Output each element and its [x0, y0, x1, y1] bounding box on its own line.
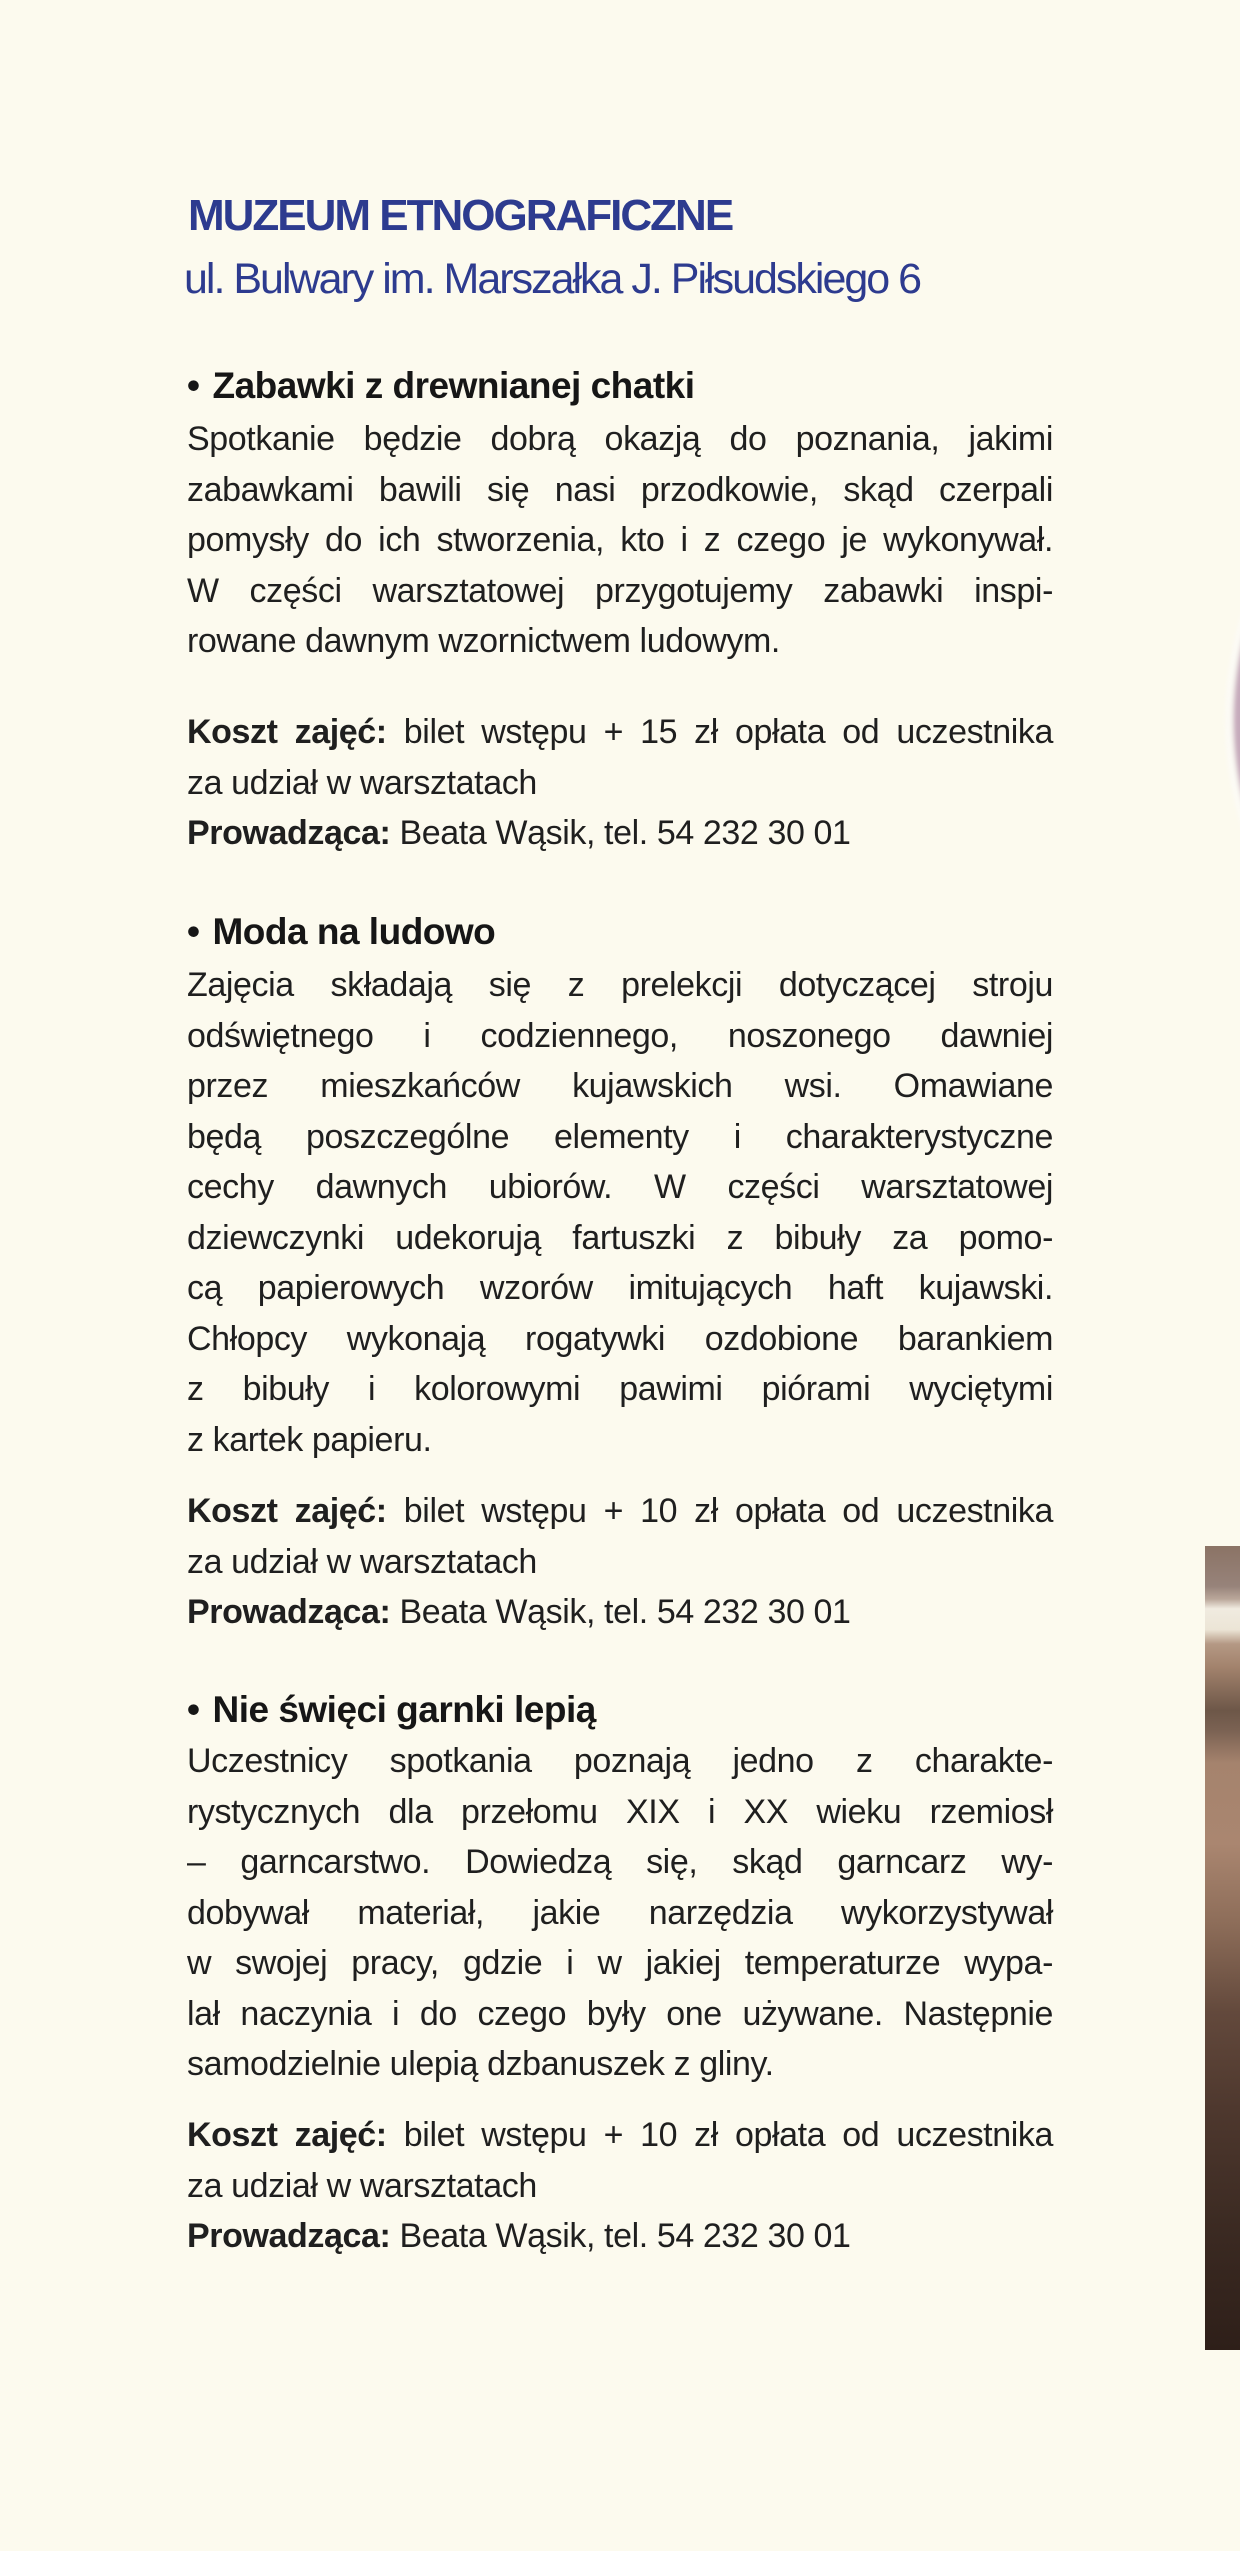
paragraph-line: w swojej pracy, gdzie i w jakiej temperaturze wypa-	[187, 1944, 1053, 1982]
paragraph-line: Chłopcy wykonają rogatywki ozdobione barankiem	[187, 1319, 1053, 1358]
paragraph-line: rowane dawnym wzornictwem ludowym.	[187, 622, 780, 660]
paragraph-line: rystycznych dla przełomu XIX i XX wieku rzemiosł	[187, 1792, 1053, 1831]
paragraph-line: cą papierowych wzorów imitujących haft kujawski.	[187, 1269, 1053, 1307]
leader-line	[187, 808, 1053, 859]
bullet-icon: •	[187, 1689, 200, 1730]
bullet-icon: •	[187, 911, 200, 952]
cost-continuation: za udział w warsztatach	[187, 2166, 537, 2205]
paragraph-line: z bibuły i kolorowymi pawimi piórami wyciętymi	[187, 1370, 1053, 1408]
leader-text: Beata Wąsik, tel. 54 232 30 01	[390, 1593, 851, 1631]
page-title: MUZEUM ETNOGRAFICZNE	[188, 191, 733, 240]
paragraph-line: Uczestnicy spotkania poznają jedno z charakte-	[187, 1742, 1053, 1780]
photo-strip-fragment	[1205, 1546, 1240, 2350]
cost-line	[187, 707, 1053, 758]
section-title-text: Zabawki z drewnianej chatki	[212, 365, 695, 406]
cost-line	[187, 2110, 1053, 2161]
cost-text: bilet wstępu + 10 zł opłata od uczestnika	[386, 1492, 1053, 1530]
paragraph-line: pomysły do ich stworzenia, kto i z czego je wykonywał.	[187, 521, 1053, 559]
paragraph-line: będą poszczególne elementy i charakterystyczne	[187, 1117, 1053, 1156]
paragraph-line: Zajęcia składają się z prelekcji dotyczącej stroju	[187, 966, 1053, 1004]
paragraph-line: dobywał materiał, jakie narzędzia wykorzystywał	[187, 1893, 1053, 1932]
paragraph-line: samodzielnie ulepią dzbanuszek z gliny.	[187, 2045, 774, 2083]
paragraph-line: odświętnego i codziennego, noszonego dawniej	[187, 1016, 1053, 1055]
section-title-text: Nie święci garnki lepią	[212, 1689, 596, 1730]
cost-block	[187, 707, 1053, 859]
paragraph-line: przez mieszkańców kujawskich wsi. Omawiane	[187, 1067, 1053, 1105]
paragraph-line: W części warsztatowej przygotujemy zabawki inspi-	[187, 571, 1053, 610]
leader-text: Beata Wąsik, tel. 54 232 30 01	[390, 2217, 851, 2255]
paragraph-line: z kartek papieru.	[187, 1420, 432, 1459]
paragraph-line: cechy dawnych ubiorów. W części warsztatowej	[187, 1168, 1053, 1206]
bullet-icon: •	[187, 365, 200, 406]
leader-text: Beata Wąsik, tel. 54 232 30 01	[390, 814, 851, 852]
cost-block	[187, 1486, 1053, 1638]
paragraph-line: – garncarstwo. Dowiedzą się, skąd garncarz wy-	[187, 1843, 1053, 1881]
cost-text: bilet wstępu + 10 zł opłata od uczestnika	[386, 2116, 1053, 2154]
paragraph-line: dziewczynki udekorują fartuszki z bibuły za pomo-	[187, 1218, 1053, 1257]
paragraph-line: lał naczynia i do czego były one używane. Następnie	[187, 1994, 1053, 2033]
cost-continuation: za udział w warsztatach	[187, 763, 537, 802]
section-body	[187, 960, 1053, 1465]
cost-label: Koszt zajęć:	[187, 1492, 387, 1530]
leader-label: Prowadząca:	[187, 1593, 391, 1631]
cost-line	[187, 1486, 1053, 1537]
cost-label: Koszt zajęć:	[187, 713, 387, 751]
leader-line	[187, 1587, 1053, 1638]
section-title	[187, 360, 1053, 412]
section-body	[187, 414, 1053, 667]
leader-line	[187, 2211, 1053, 2262]
circular-photo-fragment	[1224, 368, 1240, 1072]
section-body	[187, 1736, 1053, 2090]
address-line: ul. Bulwary im. Marszałka J. Piłsudskiego 6	[184, 255, 921, 303]
paragraph-line: zabawkami bawili się nasi przodkowie, skąd czerpali	[187, 470, 1053, 509]
cost-continuation: za udział w warsztatach	[187, 1542, 537, 1581]
section-title	[187, 906, 1053, 958]
cost-label: Koszt zajęć:	[187, 2116, 387, 2154]
section-title	[187, 1684, 1053, 1736]
cost-block	[187, 2110, 1053, 2262]
paragraph-line: Spotkanie będzie dobrą okazją do poznania, jakimi	[187, 420, 1053, 458]
leader-label: Prowadząca:	[187, 2217, 391, 2255]
leader-label: Prowadząca:	[187, 814, 391, 852]
cost-text: bilet wstępu + 15 zł opłata od uczestnika	[386, 713, 1053, 751]
section-title-text: Moda na ludowo	[212, 911, 496, 952]
